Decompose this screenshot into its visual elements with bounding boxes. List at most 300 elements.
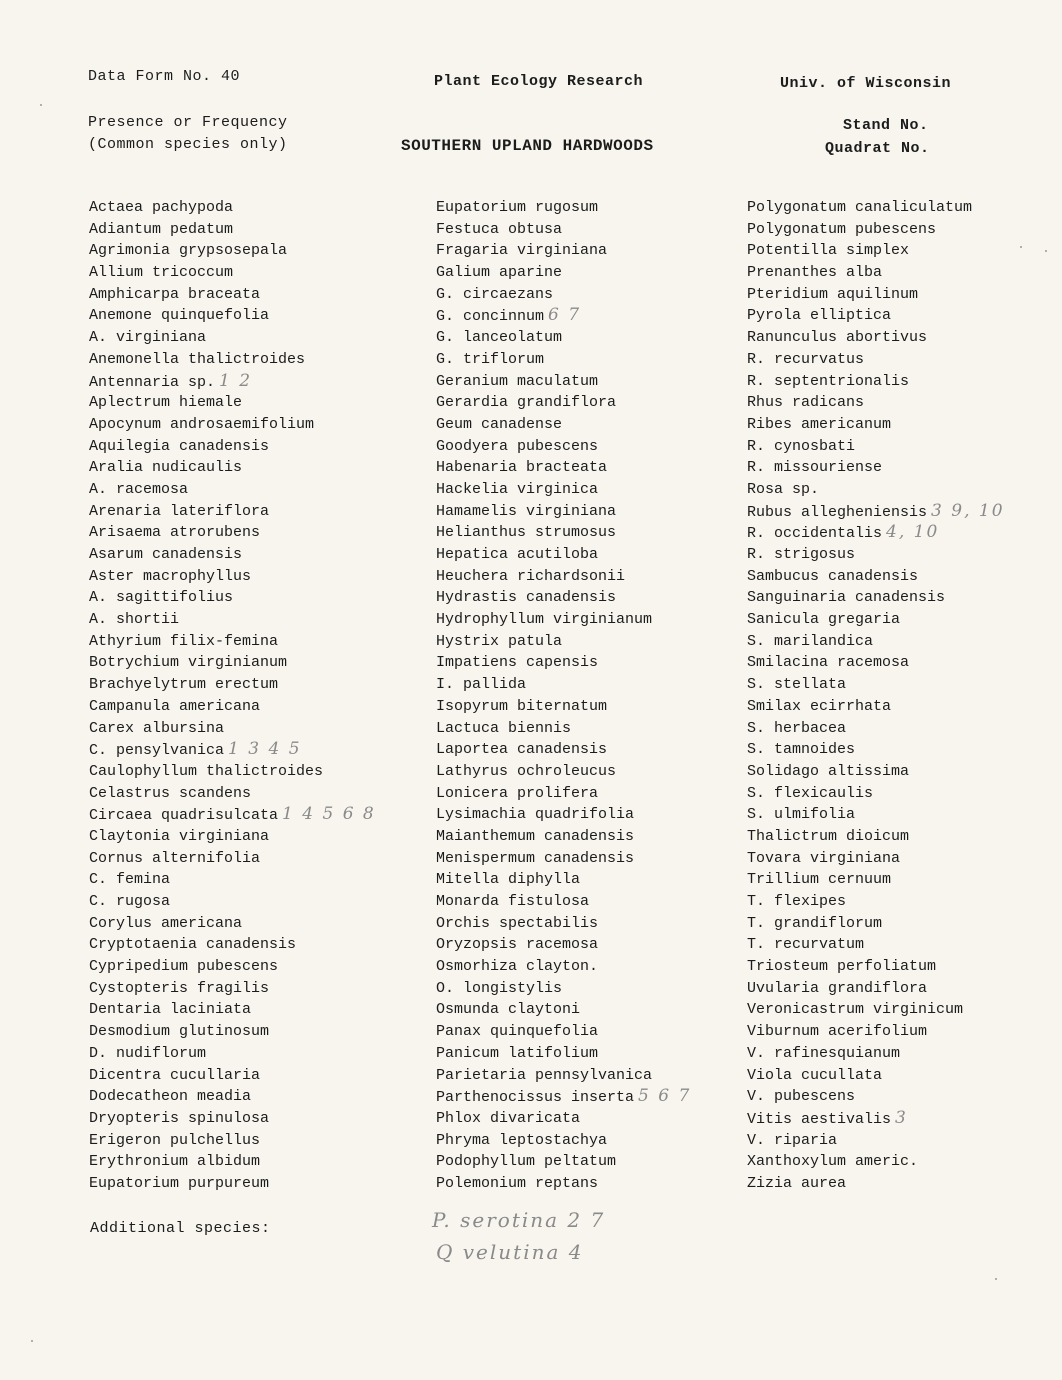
species-name: Aquilegia canadensis [89, 437, 270, 455]
species-item [747, 240, 1062, 262]
species-item [436, 522, 766, 544]
species-item [436, 1108, 766, 1130]
species-name: Festuca obtusa [436, 220, 563, 238]
species-item [89, 674, 419, 696]
species-item [89, 696, 419, 718]
species-name: Anemonella thalictroides [89, 350, 306, 368]
species-item [436, 240, 766, 262]
species-name: Xanthoxylum americ. [747, 1153, 919, 1171]
species-item [747, 544, 1062, 566]
species-item [89, 501, 419, 523]
species-item [89, 761, 419, 783]
species-name: I. pallida [436, 676, 527, 694]
presence-label-line2: (Common species only) [88, 136, 288, 153]
paper-speck [40, 104, 42, 106]
species-name: Helianthus strumosus [436, 524, 617, 542]
species-name: Mitella diphylla [436, 871, 581, 889]
species-name: Podophyllum peltatum [436, 1153, 617, 1171]
species-name: C. femina [89, 871, 171, 889]
species-name: Orchis spectabilis [436, 914, 599, 932]
species-name: R. recurvatus [747, 350, 865, 368]
species-item [436, 501, 766, 523]
species-item [89, 457, 419, 479]
species-name: Sanicula gregaria [747, 611, 901, 629]
species-name: Lathyrus ochroleucus [436, 762, 617, 780]
species-name: R. cynosbati [747, 437, 856, 455]
species-item [436, 978, 766, 1000]
species-item [436, 913, 766, 935]
species-item [89, 284, 419, 306]
species-name: Arenaria lateriflora [89, 502, 270, 520]
species-column-2 [436, 197, 766, 1195]
species-item [89, 262, 419, 284]
species-item [436, 414, 766, 436]
species-name: Rhus radicans [747, 394, 865, 412]
species-name: Erythronium albidum [89, 1153, 261, 1171]
species-name: Aplectrum hiemale [89, 394, 243, 412]
species-name: Dryopteris spinulosa [89, 1109, 270, 1127]
species-item [436, 631, 766, 653]
additional-species-label: Additional species: [90, 1220, 271, 1237]
species-item [747, 696, 1062, 718]
species-item [747, 631, 1062, 653]
species-name: S. tamnoides [747, 741, 856, 759]
species-name: Apocynum androsaemifolium [89, 415, 315, 433]
species-item [89, 934, 419, 956]
species-name: V. rafinesquianum [747, 1044, 901, 1062]
species-item [436, 652, 766, 674]
species-item [436, 696, 766, 718]
species-item [436, 457, 766, 479]
species-item [89, 848, 419, 870]
species-name: Uvularia grandiflora [747, 979, 928, 997]
species-name: Goodyera pubescens [436, 437, 599, 455]
species-item [89, 631, 419, 653]
species-name: Phryma leptostachya [436, 1131, 608, 1149]
species-name: T. flexipes [747, 893, 847, 910]
species-item [89, 479, 419, 501]
species-item [89, 999, 419, 1021]
species-name: Hamamelis virginiana [436, 502, 617, 520]
species-item [747, 718, 1062, 740]
species-item [747, 934, 1062, 956]
species-item [747, 479, 1062, 501]
form-number: Data Form No. 40 [88, 68, 241, 85]
species-item [89, 1086, 419, 1108]
species-item [436, 305, 766, 327]
species-item [436, 219, 766, 241]
species-name: Oryzopsis racemosa [436, 936, 599, 954]
species-item [747, 761, 1062, 783]
species-name: Geum canadense [436, 415, 563, 433]
species-name: Ribes americanum [747, 415, 892, 433]
page-title: SOUTHERN UPLAND HARDWOODS [401, 137, 654, 155]
species-item [436, 804, 766, 826]
species-name: Polygonatum pubescens [747, 220, 937, 238]
species-name: Viburnum acerifolium [747, 1023, 928, 1041]
species-name: Eupatorium rugosum [436, 199, 599, 216]
species-name: Dentaria laciniata [89, 1001, 252, 1019]
species-item [89, 522, 419, 544]
species-item [436, 1065, 766, 1087]
species-name: Aralia nudicaulis [89, 459, 243, 477]
species-item [436, 349, 766, 371]
species-name: Cypripedium pubescens [89, 958, 279, 976]
species-item [747, 1065, 1062, 1087]
species-item [747, 197, 1062, 219]
species-name: Osmunda claytoni [436, 1001, 581, 1019]
handwritten-quadrat-numbers: 1 4 5 6 8 [282, 804, 376, 825]
species-item [436, 674, 766, 696]
species-item [89, 869, 419, 891]
species-name: Monarda fistulosa [436, 893, 590, 910]
species-name: Brachyelytrum erectum [89, 676, 279, 694]
species-name: Geranium maculatum [436, 372, 599, 390]
species-name: Parthenocissus inserta [436, 1089, 635, 1107]
species-item [747, 349, 1062, 371]
paper-speck [995, 1278, 997, 1280]
species-item [747, 1151, 1062, 1173]
species-item [89, 783, 419, 805]
species-name: Botrychium virginianum [89, 654, 288, 672]
species-name: Amphicarpa braceata [89, 285, 261, 303]
species-column-3 [747, 197, 1062, 1195]
species-name: Hydrastis canadensis [436, 589, 617, 607]
species-name: Habenaria bracteata [436, 459, 608, 477]
species-item [436, 436, 766, 458]
species-item [89, 652, 419, 674]
species-name: Tovara virginiana [747, 849, 901, 867]
species-item [89, 739, 419, 761]
species-column-1 [89, 197, 419, 1195]
species-item [89, 891, 419, 913]
species-item [89, 414, 419, 436]
institution-name: Univ. of Wisconsin [780, 75, 952, 92]
species-name: Lonicera prolifera [436, 784, 599, 802]
species-name: Prenanthes alba [747, 264, 883, 282]
species-name: Desmodium glutinosum [89, 1023, 270, 1041]
species-item [747, 284, 1062, 306]
species-item [89, 219, 419, 241]
species-name: Cystopteris fragilis [89, 979, 270, 997]
species-name: Zizia aurea [747, 1174, 847, 1192]
species-item [747, 219, 1062, 241]
species-name: Smilacina racemosa [747, 654, 910, 672]
species-item [436, 739, 766, 761]
handwritten-quadrat-numbers: 3 9, 10 [931, 500, 1005, 521]
species-item [89, 1108, 419, 1130]
species-item [89, 436, 419, 458]
species-item [89, 371, 419, 393]
species-item [747, 392, 1062, 414]
species-item [89, 804, 419, 826]
species-item [747, 804, 1062, 826]
species-item [89, 240, 419, 262]
species-item [436, 262, 766, 284]
species-name: R. missouriense [747, 459, 883, 477]
handwritten-quadrat-numbers: 1 3 4 5 [228, 739, 302, 760]
species-item [89, 1043, 419, 1065]
species-name: Erigeron pulchellus [89, 1131, 261, 1149]
species-name: Athyrium filix-femina [89, 632, 279, 650]
species-name: Hackelia virginica [436, 480, 599, 498]
species-item [89, 349, 419, 371]
species-item [436, 327, 766, 349]
species-name: Actaea pachypoda [89, 199, 234, 216]
handwritten-quadrat-numbers: 4, 10 [886, 522, 940, 543]
species-name: Celastrus scandens [89, 784, 252, 802]
handwritten-additional-species-2: Q velutina 4 [436, 1240, 584, 1264]
species-item [89, 305, 419, 327]
species-name: Rosa sp. [747, 480, 820, 498]
species-name: Cryptotaenia canadensis [89, 936, 297, 954]
species-name: G. circaezans [436, 285, 554, 303]
species-name: O. longistylis [436, 979, 563, 997]
species-name: Campanula americana [89, 697, 261, 715]
species-item [747, 956, 1062, 978]
species-name: Eupatorium purpureum [89, 1174, 270, 1192]
species-item [89, 197, 419, 219]
species-name: Sanguinaria canadensis [747, 589, 946, 607]
handwritten-additional-species-1: P. serotina 2 7 [432, 1208, 606, 1232]
species-item [747, 674, 1062, 696]
species-name: Gerardia grandiflora [436, 394, 617, 412]
species-item [747, 869, 1062, 891]
species-item [436, 761, 766, 783]
species-name: Circaea quadrisulcata [89, 807, 279, 825]
species-name: Solidago altissima [747, 762, 910, 780]
species-item [747, 826, 1062, 848]
species-name: Asarum canadensis [89, 546, 243, 563]
species-name: S. stellata [747, 676, 847, 694]
species-item [89, 544, 419, 566]
species-name: Parietaria pennsylvanica [436, 1066, 653, 1084]
species-name: Heuchera richardsonii [436, 567, 626, 585]
species-name: Triosteum perfoliatum [747, 958, 937, 976]
species-name: Polygonatum canaliculatum [747, 199, 973, 216]
species-item [436, 999, 766, 1021]
species-name: Caulophyllum thalictroides [89, 762, 324, 780]
species-item [436, 783, 766, 805]
species-item [436, 587, 766, 609]
species-name: Viola cucullata [747, 1066, 883, 1084]
species-name: C. pensylvanica [89, 742, 225, 760]
paper-speck [31, 1340, 33, 1342]
species-item [747, 848, 1062, 870]
species-name: Fragaria virginiana [436, 242, 608, 260]
species-item [436, 1021, 766, 1043]
species-item [747, 262, 1062, 284]
species-item [436, 197, 766, 219]
species-item [89, 1151, 419, 1173]
species-item [747, 891, 1062, 913]
species-item [747, 1130, 1062, 1152]
species-name: Trillium cernuum [747, 871, 892, 889]
species-name: Galium aparine [436, 264, 563, 282]
species-name: Pteridium aquilinum [747, 285, 919, 303]
handwritten-quadrat-numbers: 1 2 [219, 370, 253, 391]
species-item [747, 1021, 1062, 1043]
species-item [436, 371, 766, 393]
species-item [436, 934, 766, 956]
paper-speck [1045, 250, 1047, 252]
species-name: Potentilla simplex [747, 242, 910, 260]
species-item [436, 826, 766, 848]
species-name: Claytonia virginiana [89, 827, 270, 845]
species-item [747, 522, 1062, 544]
species-name: Veronicastrum virginicum [747, 1001, 964, 1019]
species-item [747, 457, 1062, 479]
species-item [89, 609, 419, 631]
species-item [747, 609, 1062, 631]
species-name: Dicentra cucullaria [89, 1066, 261, 1084]
species-item [89, 566, 419, 588]
species-name: T. recurvatum [747, 936, 865, 954]
project-name: Plant Ecology Research [434, 73, 644, 90]
species-item [747, 436, 1062, 458]
species-item [89, 913, 419, 935]
species-name: Panax quinquefolia [436, 1023, 599, 1041]
stand-number-label: Stand No. [843, 117, 929, 134]
species-item [436, 1086, 766, 1108]
species-name: Panicum latifolium [436, 1044, 599, 1062]
species-name: G. triflorum [436, 350, 545, 368]
species-item [747, 501, 1062, 523]
species-name: D. nudiflorum [89, 1044, 207, 1062]
species-item [89, 1021, 419, 1043]
species-item [747, 1043, 1062, 1065]
species-name: Corylus americana [89, 914, 243, 932]
species-name: S. marilandica [747, 632, 874, 650]
species-item [747, 566, 1062, 588]
species-name: Antennaria sp. [89, 373, 216, 391]
species-name: Menispermum canadensis [436, 849, 635, 867]
species-name: Impatiens capensis [436, 654, 599, 672]
species-name: S. flexicaulis [747, 784, 874, 802]
species-item [89, 826, 419, 848]
species-item [747, 414, 1062, 436]
species-item [89, 718, 419, 740]
species-name: C. rugosa [89, 893, 171, 910]
species-item [436, 1043, 766, 1065]
species-name: Lactuca biennis [436, 719, 572, 737]
species-name: Hydrophyllum virginianum [436, 611, 653, 629]
species-name: Sambucus canadensis [747, 567, 919, 585]
species-name: Arisaema atrorubens [89, 524, 261, 542]
species-name: R. occidentalis [747, 525, 883, 543]
species-name: G. lanceolatum [436, 329, 563, 347]
species-name: Smilax ecirrhata [747, 697, 892, 715]
species-name: Ranunculus abortivus [747, 329, 928, 347]
species-item [747, 999, 1062, 1021]
species-item [747, 739, 1062, 761]
species-item [436, 479, 766, 501]
species-name: Lysimachia quadrifolia [436, 806, 635, 824]
species-item [747, 1086, 1062, 1108]
quadrat-number-label: Quadrat No. [825, 140, 930, 157]
species-item [436, 1130, 766, 1152]
species-item [747, 587, 1062, 609]
species-name: Polemonium reptans [436, 1174, 599, 1192]
species-name: Maianthemum canadensis [436, 827, 635, 845]
handwritten-quadrat-numbers: 6 7 [548, 305, 582, 326]
species-item [747, 913, 1062, 935]
species-name: Laportea canadensis [436, 741, 608, 759]
species-item [436, 1151, 766, 1173]
species-item [89, 392, 419, 414]
species-name: Aster macrophyllus [89, 567, 252, 585]
species-item [89, 978, 419, 1000]
species-item [89, 1173, 419, 1195]
species-item [747, 783, 1062, 805]
paper-speck [1020, 246, 1022, 248]
species-name: S. ulmifolia [747, 806, 856, 824]
species-item [436, 284, 766, 306]
species-name: Phlox divaricata [436, 1109, 581, 1127]
species-item [436, 392, 766, 414]
species-item [747, 1108, 1062, 1130]
species-item [89, 1130, 419, 1152]
species-name: Allium tricoccum [89, 264, 234, 282]
species-item [89, 1065, 419, 1087]
species-name: Cornus alternifolia [89, 849, 261, 867]
species-name: V. riparia [747, 1131, 838, 1149]
species-name: R. strigosus [747, 546, 856, 563]
species-name: Carex albursina [89, 719, 225, 737]
species-name: G. concinnum [436, 308, 545, 326]
species-name: A. sagittifolius [89, 589, 234, 607]
species-item [436, 891, 766, 913]
species-item [436, 609, 766, 631]
species-name: Agrimonia grypsosepala [89, 242, 288, 260]
species-item [89, 587, 419, 609]
species-item [89, 956, 419, 978]
species-item [747, 652, 1062, 674]
species-name: Thalictrum dioicum [747, 827, 910, 845]
species-item [436, 1173, 766, 1195]
presence-label-line1: Presence or Frequency [88, 114, 288, 131]
species-name: Rubus allegheniensis [747, 503, 928, 521]
species-name: Isopyrum biternatum [436, 697, 608, 715]
species-name: Anemone quinquefolia [89, 307, 270, 325]
species-item [436, 718, 766, 740]
species-name: S. herbacea [747, 719, 847, 737]
species-item [436, 956, 766, 978]
species-name: R. septentrionalis [747, 372, 910, 390]
species-item [436, 544, 766, 566]
handwritten-quadrat-numbers: 5 6 7 [638, 1086, 692, 1107]
species-item [747, 305, 1062, 327]
species-item [747, 327, 1062, 349]
species-item [89, 327, 419, 349]
species-name: V. pubescens [747, 1088, 856, 1106]
species-item [436, 869, 766, 891]
species-name: Adiantum pedatum [89, 220, 234, 238]
species-name: A. racemosa [89, 480, 189, 498]
species-item [747, 371, 1062, 393]
species-name: Hepatica acutiloba [436, 546, 599, 563]
handwritten-quadrat-numbers: 3 [895, 1107, 908, 1128]
species-name: Pyrola elliptica [747, 307, 892, 325]
species-name: Osmorhiza clayton. [436, 958, 599, 976]
species-item [747, 978, 1062, 1000]
species-name: Vitis aestivalis [747, 1110, 892, 1128]
species-name: A. virginiana [89, 329, 207, 347]
species-item [436, 566, 766, 588]
species-name: Dodecatheon meadia [89, 1088, 252, 1106]
species-item [436, 848, 766, 870]
species-name: T. grandiflorum [747, 914, 883, 932]
